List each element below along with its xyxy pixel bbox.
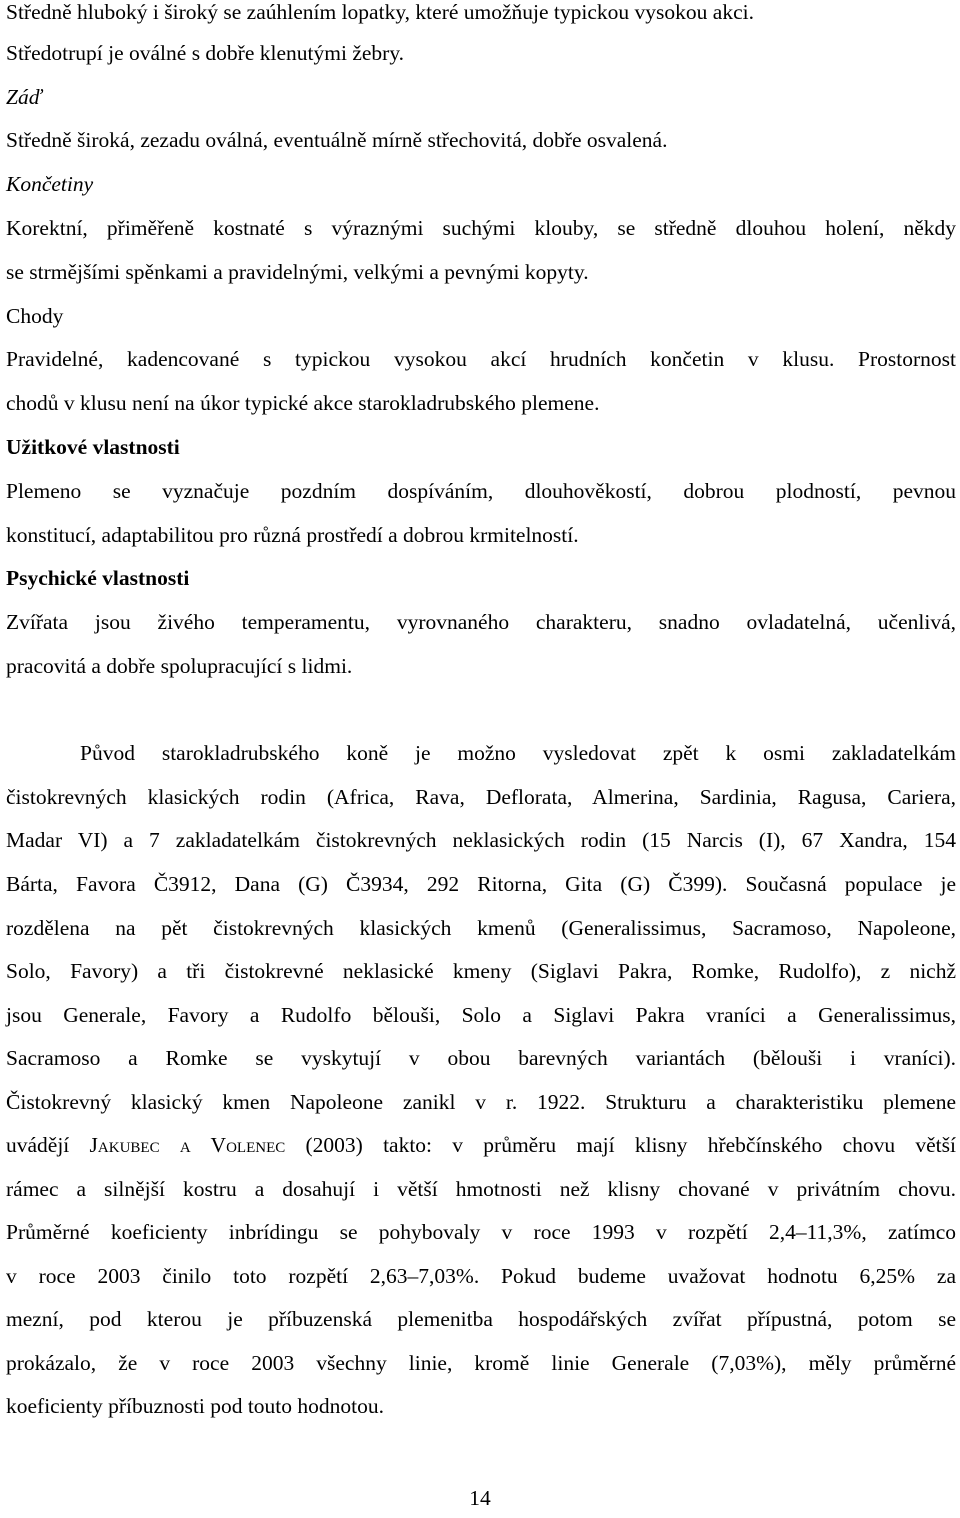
- paragraph-line: čistokrevných klasických rodin (Africa, Rava, Deflorata, Almerina, Sardinia, Ragusa, Cariera,: [6, 785, 956, 809]
- section-heading-uzitkove-vlastnosti: Užitkové vlastnosti: [6, 435, 180, 459]
- text-line: pracovitá a dobře spolupracující s lidmi.: [6, 654, 353, 678]
- paragraph-line: [6, 1123, 956, 1167]
- text-line: konstitucí, adaptabilitou pro různá prostředí a dobrou krmitelností.: [6, 523, 579, 547]
- section-heading-psychicke-vlastnosti: Psychické vlastnosti: [6, 566, 190, 590]
- author-names: Jakubec a Volenec: [89, 1133, 286, 1157]
- paragraph-line: jsou Generale, Favory a Rudolfo bělouši, Solo a Siglavi Pakra vraníci a Generalissimus,: [6, 1003, 956, 1027]
- paragraph-line: Sacramoso a Romke se vyskytují v obou barevných variantách (bělouši i vraníci).: [6, 1046, 956, 1070]
- text-line: Středně široká, zezadu oválná, eventuálně mírně střechovitá, dobře osvalená.: [6, 128, 668, 152]
- paragraph-line: prokázalo, že v roce 2003 všechny linie, kromě linie Generale (7,03%), měly průměrné: [6, 1351, 956, 1375]
- text-line: Středně hluboký i široký se zaúhlením lopatky, které umožňuje typickou vysokou akci.: [6, 0, 754, 24]
- paragraph-line: mezní, pod kterou je příbuzenská plemenitba hospodářských zvířat přípustná, potom se: [6, 1307, 956, 1331]
- text-line: Středotrupí je oválné s dobře klenutými žebry.: [6, 41, 405, 65]
- paragraph-line: rozdělena na pět čistokrevných klasických kmenů (Generalissimus, Sacramoso, Napoleone,: [6, 916, 956, 940]
- section-heading-zad: Záď: [6, 85, 42, 109]
- page-number: 14: [469, 1486, 491, 1510]
- text-line: chodů v klusu není na úkor typické akce starokladrubského plemene.: [6, 391, 600, 415]
- line-text: uvádějí: [6, 1133, 90, 1157]
- paragraph-line: koeficienty příbuznosti pod touto hodnotou.: [6, 1394, 384, 1418]
- paragraph-line: Původ starokladrubského koně je možno vysledovat zpět k osmi zakladatelkám: [80, 741, 956, 765]
- section-heading-chody: Chody: [6, 304, 64, 328]
- text-line: Korektní, přiměřeně kostnaté s výraznými suchými klouby, se středně dlouhou holení, někdy: [6, 216, 956, 240]
- text-line: se strmějšími spěnkami a pravidelnými, velkými a pevnými kopyty.: [6, 260, 589, 284]
- paragraph-line: rámec a silnější kostru a dosahují i větší hmotnosti než klisny chované v privátním chovu.: [6, 1177, 956, 1201]
- line-text: (2003) takto: v průměru mají klisny hřebčínského chovu větší: [285, 1133, 956, 1157]
- text-line: Zvířata jsou živého temperamentu, vyrovnaného charakteru, snadno ovladatelná, učenlivá,: [6, 610, 956, 634]
- text-line: Pravidelné, kadencované s typickou vysokou akcí hrudních končetin v klusu. Prostornost: [6, 347, 956, 371]
- paragraph-line: Bárta, Favora Č3912, Dana (G) Č3934, 292 Ritorna, Gita (G) Č399). Současná populace je: [6, 872, 956, 896]
- paragraph-line: Solo, Favory) a tři čistokrevné neklasické kmeny (Siglavi Pakra, Romke, Rudolfo), z nichž: [6, 959, 956, 983]
- section-heading-koncetiny: Končetiny: [6, 172, 94, 196]
- text-line: Plemeno se vyznačuje pozdním dospíváním, dlouhověkostí, dobrou plodností, pevnou: [6, 479, 956, 503]
- paragraph-line: Čistokrevný klasický kmen Napoleone zanikl v r. 1922. Strukturu a charakteristiku plemene: [6, 1090, 956, 1114]
- paragraph-line: v roce 2003 činilo toto rozpětí 2,63–7,03%. Pokud budeme uvažovat hodnotu 6,25% za: [6, 1264, 956, 1288]
- paragraph-line: Průměrné koeficienty inbrídingu se pohybovaly v roce 1993 v rozpětí 2,4–11,3%, zatímco: [6, 1220, 956, 1244]
- paragraph-line: Madar VI) a 7 zakladatelkám čistokrevných neklasických rodin (15 Narcis (I), 67 Xandra, 154: [6, 828, 956, 852]
